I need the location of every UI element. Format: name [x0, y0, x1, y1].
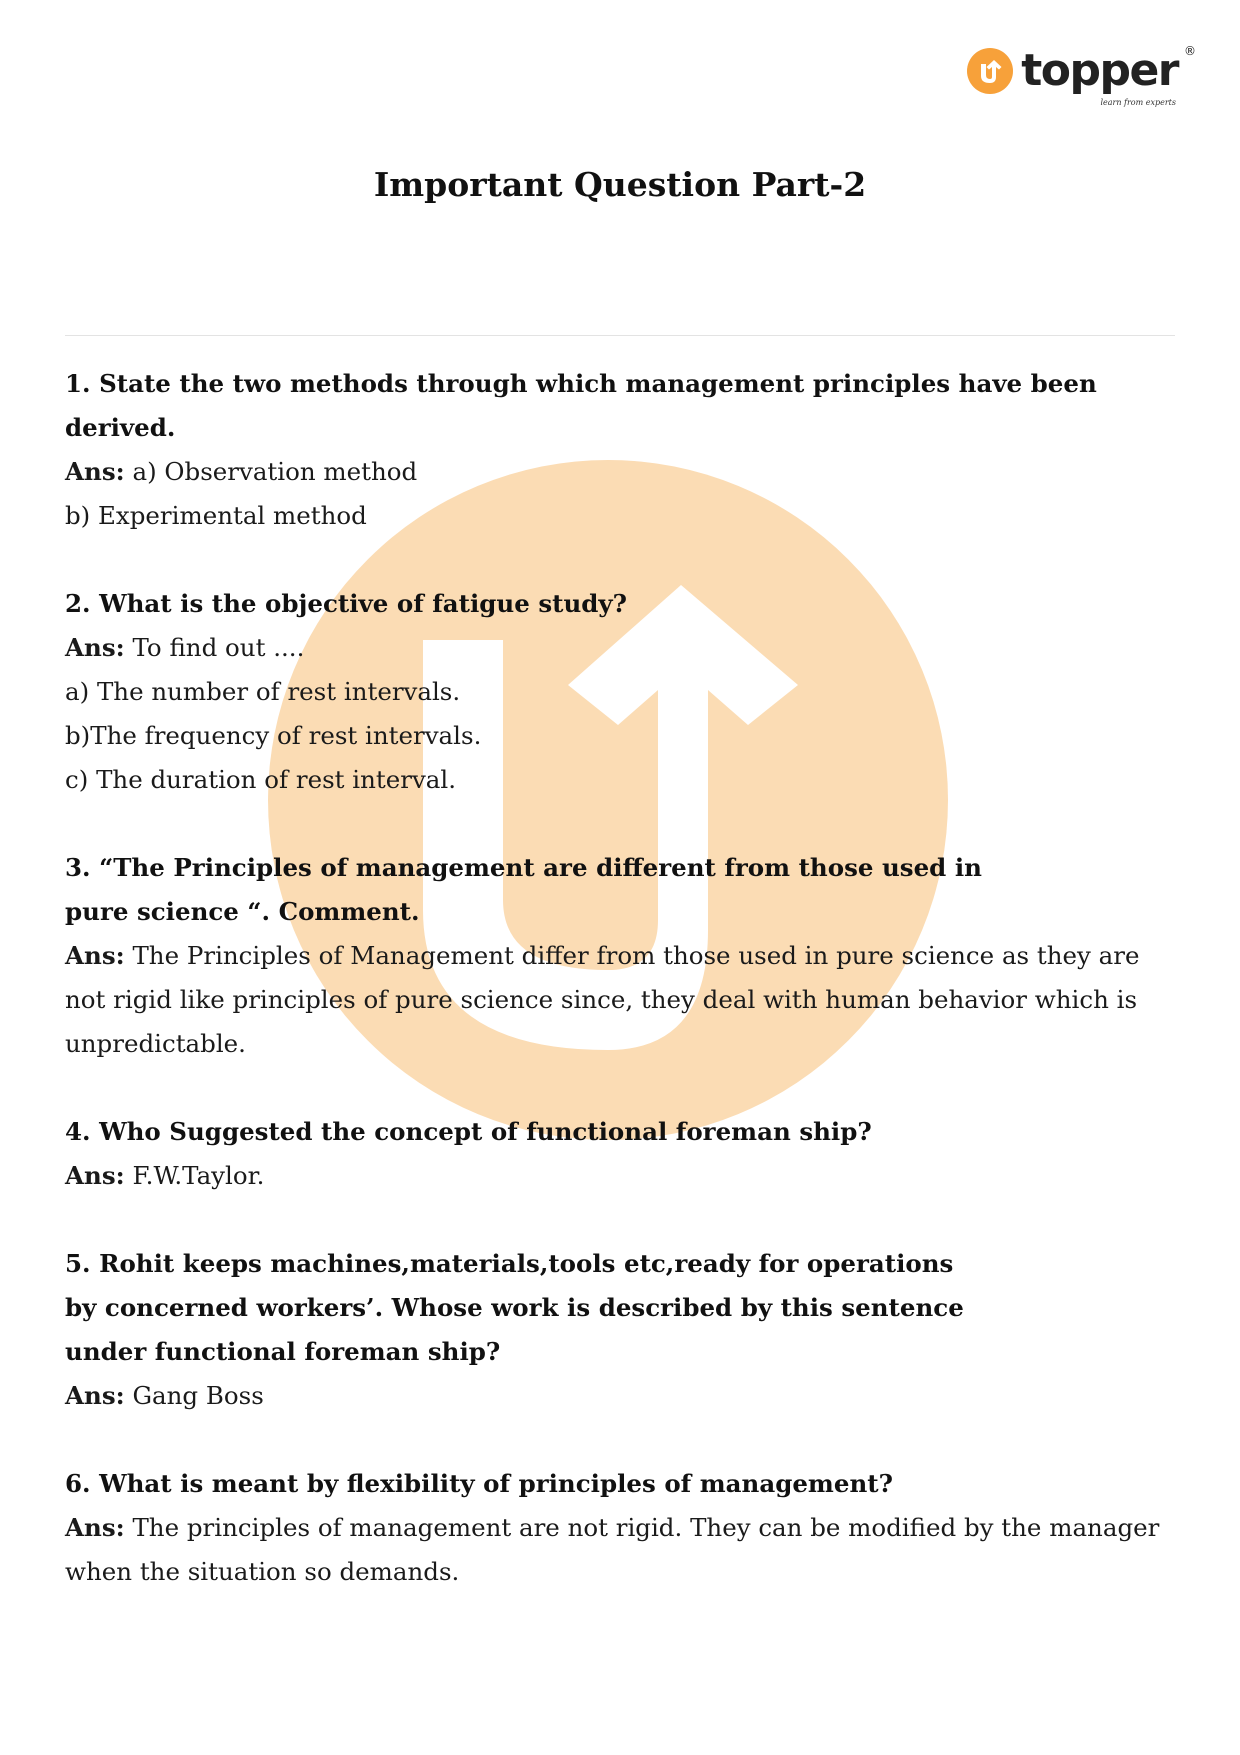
logo-tagline: learn from experts — [1100, 98, 1176, 107]
divider — [65, 335, 1175, 336]
answer — [65, 1154, 1175, 1198]
question-block — [65, 1110, 1175, 1198]
answer-label: Ans: — [65, 1161, 125, 1190]
registered-mark: ® — [1184, 44, 1196, 58]
question-text: 6. What is meant by flexibility of principles of management? — [65, 1469, 893, 1498]
answer-line: c) The duration of rest interval. — [65, 765, 457, 794]
answer-line: b)The frequency of rest intervals. — [65, 721, 482, 750]
answer — [65, 1374, 1175, 1418]
answer-text: a) Observation method — [132, 457, 418, 486]
answer — [65, 626, 1175, 670]
answer-text: F.W.Taylor. — [132, 1161, 265, 1190]
question-text: 5. Rohit keeps machines,materials,tools etc,ready for operations by concerned workers’. Whose work is described by this sentence under functional foreman ship? — [65, 1249, 964, 1366]
question-block — [65, 1242, 1175, 1418]
answer-label: Ans: — [65, 457, 125, 486]
answer-text: To find out .... — [132, 633, 305, 662]
question-list — [65, 362, 1175, 1638]
answer-line: b) Experimental method — [65, 501, 367, 530]
answer-label: Ans: — [65, 633, 125, 662]
answer — [65, 934, 1175, 1066]
question-text: 1. State the two methods through which management principles have been derived. — [65, 369, 1097, 442]
up-arrow-icon — [967, 48, 1013, 94]
question-block — [65, 1462, 1175, 1594]
answer-line: a) The number of rest intervals. — [65, 677, 461, 706]
question-block — [65, 582, 1175, 802]
logo-wordmark: topper — [1021, 45, 1178, 96]
answer — [65, 450, 1175, 494]
question-block — [65, 362, 1175, 538]
answer-text: The Principles of Management differ from those used in pure science as they are not rigid like principles of pure science since, they deal with human behavior which is unpredictable. — [65, 941, 1140, 1058]
question-block — [65, 846, 1175, 1066]
answer-label: Ans: — [65, 1513, 125, 1542]
question-text: 4. Who Suggested the concept of functional foreman ship? — [65, 1117, 872, 1146]
answer-text: Gang Boss — [132, 1381, 264, 1410]
answer — [65, 1506, 1175, 1594]
answer-text: The principles of management are not rigid. They can be modified by the manager when the situation so demands. — [65, 1513, 1160, 1586]
answer-label: Ans: — [65, 941, 125, 970]
topper-logo — [967, 44, 1196, 107]
question-text: 2. What is the objective of fatigue study? — [65, 589, 628, 618]
page-title: Important Question Part-2 — [373, 165, 867, 204]
answer-label: Ans: — [65, 1381, 125, 1410]
question-text: 3. “The Principles of management are different from those used in pure science “. Comment. — [65, 853, 982, 926]
